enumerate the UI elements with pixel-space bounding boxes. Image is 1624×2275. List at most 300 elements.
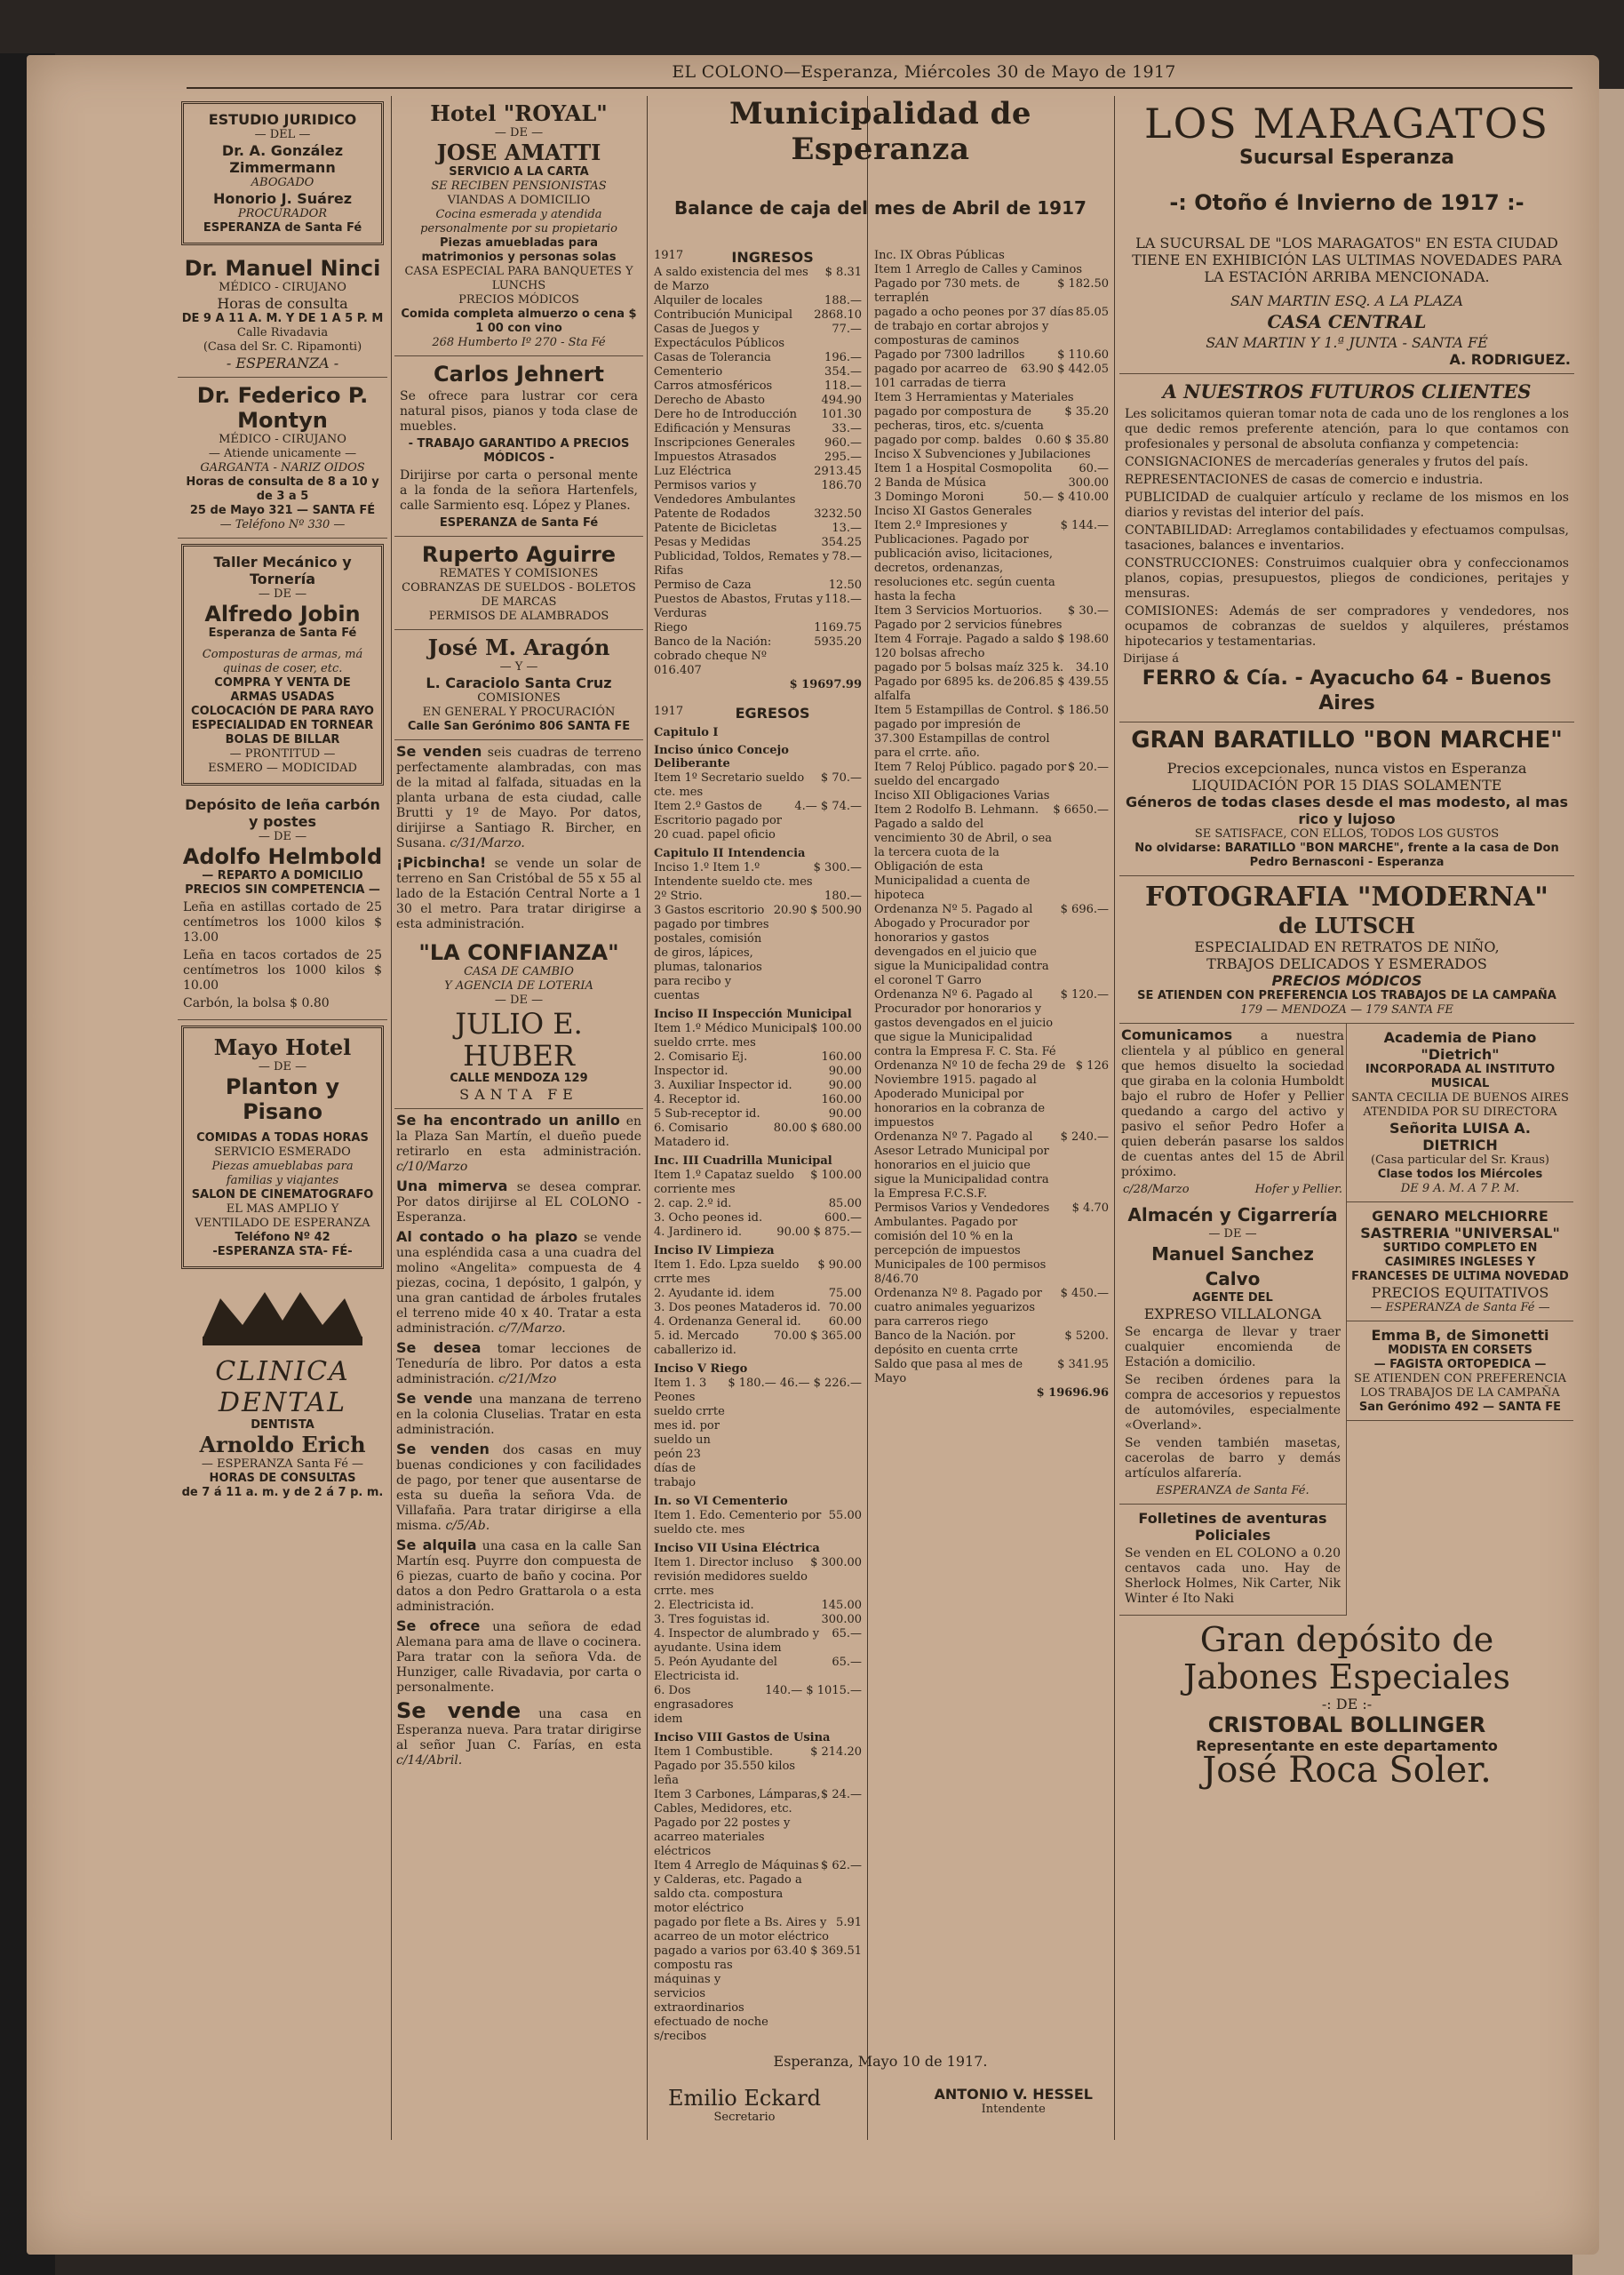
balance-section-heading: Inciso VII Usina Eléctrica [654, 1542, 820, 1555]
balance-label: Inciso XI Gastos Generales [874, 505, 1032, 518]
balance-label: Item 2.º Gastos de Escritorio pagado por 20 cuad. papel oficio [654, 800, 782, 842]
balance-value: 145.00 [821, 1599, 862, 1612]
balance-value: $ 4.70 [1071, 1201, 1109, 1215]
balance-value: $ 240.— [1060, 1130, 1109, 1144]
balance-label: pagado por flete a Bs. Aires y acarreo de un motor eléctrico [654, 1916, 829, 1944]
balance-value: 90.00 $ 875.— [776, 1225, 862, 1239]
ad-date: c/5/Ab. [445, 1519, 490, 1533]
ad-aragon [394, 630, 643, 740]
ad-sign: Hofer y Pellier. [1254, 1183, 1342, 1196]
balance-row [654, 266, 862, 294]
balance-row [654, 579, 862, 593]
ingresos-heading [654, 249, 862, 266]
balance-row [654, 1329, 862, 1358]
column-3-balance [650, 249, 865, 2044]
balance-value: 50.— $ 410.00 [1023, 491, 1109, 504]
balance-label: Riego [654, 621, 688, 635]
balance-row [654, 1745, 862, 1788]
balance-label: Pesas y Medidas [654, 536, 751, 549]
balance-row [874, 505, 1109, 519]
ad-text: SE SATISFACE, CON ELLOS, TODOS LOS GUSTOS [1194, 827, 1500, 841]
ad-name: Honorio J. Suárez [212, 190, 353, 207]
balance-row [654, 1225, 862, 1240]
balance-value: 5.91 [836, 1916, 862, 1929]
balance-row [654, 1197, 862, 1211]
ad-text: AGENTE DEL [1192, 1291, 1273, 1305]
balance-value: $ 341.95 [1057, 1358, 1109, 1371]
balance-label: Item 1 Arreglo de Calles y Caminos [874, 263, 1083, 276]
balance-value: 5935.20 [814, 635, 862, 649]
balance-label: Permiso de Caza [654, 579, 752, 592]
balance-row [874, 633, 1109, 661]
ingresos-total-row [654, 678, 862, 692]
ad-jobin [181, 544, 384, 786]
balance-value: 90.00 [828, 1065, 862, 1078]
ad-title: ESTUDIO JURIDICO [208, 111, 357, 128]
ad-name: Carlos Jehnert [434, 362, 604, 387]
balance-value: 80.00 $ 680.00 [773, 1122, 862, 1135]
balance-row [874, 1287, 1109, 1329]
ad-text: -: Otoño é Invierno de 1917 :- [1169, 190, 1524, 215]
ad-hotel-royal [394, 96, 643, 356]
balance-label: Item 1.º Capataz sueldo corriente mes [654, 1169, 794, 1196]
ad-text: — FAGISTA ORTOPEDICA — [1373, 1358, 1547, 1371]
ad-text: Se encarga de llevar y traer cualquier encomienda de Estación a domicilio. [1125, 1325, 1341, 1369]
ad-futuros-clientes [1119, 374, 1574, 722]
balance-label: Saldo que pasa al mes de Mayo [874, 1358, 1023, 1385]
balance-section-heading: Inciso V Riego [654, 1362, 748, 1376]
balance-label: Impuestos Atrasados [654, 451, 776, 464]
balance-value: 77.— [832, 323, 862, 336]
balance-value: 13.— [832, 522, 862, 535]
balance-value: $ 300.00 [810, 1556, 862, 1569]
ad-title: A NUESTROS FUTUROS CLIENTES [1162, 380, 1532, 403]
ad-text: SAN MARTIN Y 1.ª JUNTA - SANTA FÉ [1206, 334, 1488, 351]
ad-text: CALLE MENDOZA 129 [450, 1072, 588, 1085]
balance-label: Permisos Varios y Vendedores Ambulantes. Pagado por comisión del 10 % en la percepción de impuestos Municipales de 100 permisos 8/46.70 [874, 1201, 1050, 1286]
balance-value: 188.— [824, 294, 862, 307]
ad-title: SASTRERIA "UNIVERSAL" [1360, 1225, 1560, 1241]
balance-value: $ 180.— 46.— $ 226.— [728, 1377, 862, 1390]
balance-row [874, 761, 1109, 789]
ad-name: Dr. Manuel Ninci [184, 256, 381, 281]
ad-text: VIANDAS A DOMICILIO [447, 194, 591, 207]
balance-value: 70.00 $ 365.00 [773, 1329, 862, 1343]
classified-ad [396, 1698, 641, 1768]
ad-ninci [178, 251, 387, 378]
ad-text: TRBAJOS DELICADOS Y ESMERADOS [1206, 955, 1487, 972]
ad-text: SANTA FE [459, 1086, 578, 1103]
ad-jabones [1119, 1616, 1574, 1792]
balance-value: 1169.75 [814, 621, 862, 635]
balance-value: $ 30.— [1067, 604, 1109, 618]
balance-label: Luz Eléctrica [654, 465, 732, 478]
ad-text: Comida completa almuerzo o cena $ 1 00 con vino [401, 307, 637, 335]
balance-row [654, 1556, 862, 1599]
ad-text: — PRONTITUD — [229, 747, 336, 761]
balance-row [654, 422, 862, 436]
balance-value: 70.00 [828, 1301, 862, 1314]
ad-helmbold [178, 791, 387, 1020]
balance-row [654, 451, 862, 465]
ad-text: 25 de Mayo 321 — SANTA FÉ [189, 504, 376, 517]
ad-text: de LUTSCH [1278, 913, 1415, 938]
balance-value: 60.— [1079, 462, 1109, 475]
balance-value: 118.— [824, 593, 862, 606]
balance-signatures [650, 2053, 1111, 2125]
service-item: CONSTRUCCIONES: Construimos cualquier obra y confeccionamos planos, copias, presupuestos, pliegos de condiciones, peritajes y mensuras. [1125, 556, 1569, 601]
balance-label: 5. id. Mercado caballerizo id. [654, 1329, 739, 1357]
balance-label: Banco de la Nación. por depósito en cuenta crrte [874, 1329, 1018, 1357]
ad-name: Manuel Sanchez Calvo [1151, 1243, 1314, 1289]
ad-text: se vende una espléndida casa a una cuadra del molino «Angelita» compuesta de 4 piezas, cocina, 1 depósito, 1 galpón, y una gran cantidad de árboles frutales el terreno mide 40 x 40. Tratar a esta administración. [396, 1231, 642, 1336]
ad-text: Horas de consulta [217, 295, 348, 312]
signature-secretario [668, 2086, 821, 2125]
balance-row [654, 621, 862, 635]
ad-text: Precios excepcionales, nunca vistos en Esperanza [1166, 760, 1527, 777]
balance-label: Inc. IX Obras Públicas [874, 249, 1005, 262]
ad-text: COLOCACIÓN DE PARA RAYO [191, 705, 374, 718]
egresos-year: 1917 [654, 705, 684, 718]
balance-row [874, 1358, 1109, 1386]
balance-label: 4. Inspector de alumbrado y ayudante. Usina idem [654, 1627, 820, 1655]
sign-place: Esperanza, Mayo 10 de 1917. [773, 2053, 988, 2070]
ad-text: — ESPERANZA de Santa Fé — [1370, 1301, 1550, 1314]
balance-label: Inciso XII Obligaciones Varias [874, 789, 1050, 802]
ingresos-title: INGRESOS [731, 249, 814, 266]
ad-lead: Se desea [396, 1339, 482, 1356]
balance-value: 4.— $ 74.— [794, 800, 862, 813]
ad-lead: Se ha encontrado un anillo [396, 1112, 620, 1129]
balance-value: 101.30 [821, 408, 862, 421]
ad-text: — DE — [258, 830, 307, 843]
ad-text: San Gerónimo 492 — SANTA FE [1358, 1401, 1562, 1414]
ad-text: — Teléfono Nº 330 — [219, 518, 346, 531]
balance-section-heading: Inciso VIII Gastos de Usina [654, 1731, 831, 1744]
balance-label: Inciso 1.º Item 1.º Intendente sueldo cte. mes [654, 861, 813, 889]
ad-text: — DE — [494, 126, 544, 140]
column-5-left [1119, 1024, 1347, 1616]
balance-row [654, 323, 862, 351]
balance-row [654, 1944, 862, 2044]
balance-value: 196.— [824, 351, 862, 364]
balance-row [874, 803, 1109, 903]
balance-section-heading: Inciso único Concejo Deliberante [654, 744, 789, 770]
balance-row [654, 394, 862, 408]
egresos-total-row [874, 1386, 1109, 1401]
balance-row [874, 263, 1109, 277]
ad-name: Ruperto Aguirre [421, 542, 617, 567]
ad-date: c/28/Marzo [1123, 1183, 1190, 1196]
ingresos-list [650, 266, 865, 678]
balance-row [654, 1093, 862, 1107]
balance-label: 3. Ocho peones id. [654, 1211, 763, 1225]
ad-date: c/21/Mzo [498, 1372, 557, 1386]
balance-row [654, 436, 862, 451]
balance-row [654, 308, 862, 323]
ad-title: Mayo Hotel [213, 1034, 352, 1060]
balance-value: 494.90 [821, 394, 862, 407]
ad-title: Gran depósito de [1199, 1620, 1494, 1659]
balance-value: $ 90.00 [817, 1258, 862, 1272]
ad-la-confianza [394, 935, 643, 1109]
ad-text: (Casa del Sr. C. Ripamonti) [203, 340, 362, 354]
signer-name: ANTONIO V. HESSEL [934, 2086, 1093, 2103]
balance-row [654, 1258, 862, 1287]
ad-name: Adolfo Helmbold [182, 844, 383, 869]
balance-label: Pagado por 7300 ladrillos [874, 348, 1025, 362]
ad-text: - TRABAJO GARANTIDO A PRECIOS MÓDICOS - [408, 437, 630, 465]
ad-name: Dr. Federico P. Montyn [196, 383, 369, 433]
ad-name: L. Caraciolo Santa Cruz [426, 675, 612, 691]
ad-text: PRECIOS MÓDICOS [1271, 972, 1422, 989]
ad-text: SE RECIBEN PENSIONISTAS [431, 180, 607, 193]
ad-aguirre [394, 537, 643, 630]
balance-label: Item 1 a Hospital Cosmopolita [874, 462, 1053, 475]
ad-text: Horas de consulta de 8 a 10 y de 3 a 5 [186, 475, 379, 503]
balance-label: pagado por comp. baldes [874, 434, 1022, 447]
ad-text: INCORPORADA AL INSTITUTO MUSICAL [1365, 1063, 1556, 1090]
ad-date: c/7/Marzo. [498, 1321, 566, 1336]
column-divider [647, 96, 648, 2140]
balance-subtitle: Balance de caja del mes de Abril de 1917 [674, 197, 1087, 219]
ad-lead: Se ofrece [396, 1617, 481, 1634]
ad-text: — DE — [258, 1060, 307, 1074]
ad-text: ESPERANZA de Santa Fé. [1156, 1484, 1310, 1497]
balance-row [654, 1656, 862, 1684]
balance-row [874, 661, 1109, 675]
balance-label: pagado a ocho peones por 37 días de trabajo en cortar abrojos y composturas de caminos [874, 306, 1074, 347]
ad-sastreria [1347, 1202, 1573, 1321]
balance-value: $ 70.— [820, 771, 862, 785]
balance-value: 140.— $ 1015.— [765, 1684, 862, 1697]
balance-value: 118.— [824, 379, 862, 393]
classified-ad [396, 1177, 641, 1225]
balance-value: 60.00 [828, 1315, 862, 1329]
ad-title: Academia de Piano "Dietrich" [1383, 1029, 1537, 1063]
ad-text: -: DE :- [1321, 1696, 1373, 1712]
ad-folletines [1119, 1505, 1346, 1616]
balance-label: Publicidad, Toldos, Remates y Rifas [654, 550, 830, 578]
signer-name: Emilio Eckard [668, 2086, 822, 2111]
balance-row [654, 408, 862, 422]
service-item: COMISIONES: Además de ser compradores y vendedores, nos ocupamos de cobranzas de sueldos y alquileres, préstamos hipotecarios y testamentarias. [1125, 604, 1569, 649]
ad-text: Calle San Gerónimo 806 SANTA FE [407, 720, 631, 733]
column-1 [178, 96, 387, 1505]
ad-text: SANTA CECILIA DE BUENOS AIRES [1351, 1091, 1569, 1105]
ad-text: Esperanza de Santa Fé [208, 627, 357, 640]
ad-title: Jabones Especiales [1183, 1657, 1510, 1696]
balance-value: 90.00 [828, 1107, 862, 1121]
egresos-title: EGRESOS [735, 705, 810, 722]
balance-label: Item 3 Carbones, Lámparas, Cables, Medidores, etc. Pagado por 22 postes y acarreo materiales eléctricos [654, 1788, 821, 1858]
ad-text: MÉDICO - CIRUJANO [219, 281, 346, 294]
ad-text: una casa en Esperanza nueva. Para tratar dirigirse al señor Juan C. Farías, en esta [396, 1707, 641, 1752]
ad-title: FOTOGRAFIA "MODERNA" [1145, 882, 1548, 913]
ingresos-total: $ 19697.99 [789, 678, 862, 691]
balance-label: Dere ho de Introducción [654, 408, 798, 421]
balance-label: 2º Strio. [654, 890, 703, 903]
column-5 [1119, 96, 1574, 1792]
balance-label: Banco de la Nación: cobrado cheque Nº 016.407 [654, 635, 772, 677]
ad-text: SURTIDO COMPLETO EN CASIMIRES INGLESES Y FRANCESES DE ULTIMA NOVEDAD [1351, 1241, 1569, 1283]
balance-row [874, 348, 1109, 363]
ad-name: Planton y Pisano [225, 1074, 340, 1124]
balance-row [874, 277, 1109, 306]
ad-text: PROCURADOR [237, 207, 328, 220]
ad-text: — DE — [258, 587, 307, 601]
ad-name: JOSE AMATTI [436, 140, 601, 165]
balance-label: Cementerio [654, 365, 723, 379]
ad-title: Folletines de aventuras Policiales [1138, 1510, 1327, 1544]
ad-text: EL MAS AMPLIO Y VENTILADO DE ESPERANZA [195, 1202, 370, 1230]
balance-value: $ 144.— [1060, 519, 1109, 532]
ad-lead: Se venden [396, 1441, 490, 1457]
balance-row [874, 1329, 1109, 1358]
ad-name: José Roca Soler. [1202, 1750, 1492, 1791]
balance-label: Inscripciones Generales [654, 436, 795, 450]
balance-label: Item 1 Combustible. Pagado por 35.550 kilos leña [654, 1745, 796, 1787]
ad-text: DENTISTA [251, 1418, 314, 1432]
ad-text: Representante en este departamento [1196, 1737, 1498, 1754]
ad-text: DE 9 A. M. A 7 P. M. [1400, 1182, 1520, 1195]
balance-row [654, 379, 862, 394]
balance-value: $ 214.20 [810, 1745, 862, 1759]
ad-text: de 7 á 11 a. m. y de 2 á 7 p. m. [181, 1486, 384, 1499]
balance-label: Ordenanza Nº 7. Pagado al Asesor Letrado Municipal por honorarios en el juicio que sigue la Municipalidad contra la Empresa F.C.S.F. [874, 1130, 1049, 1201]
balance-label: Patente de Bicicletas [654, 522, 777, 535]
balance-section-heading: Inciso II Inspección Municipal [654, 1008, 852, 1021]
balance-value: 90.00 [828, 1079, 862, 1092]
balance-row [654, 1211, 862, 1225]
balance-row [654, 1122, 862, 1150]
egresos-continued-list [871, 249, 1112, 1386]
classified-ad [396, 1390, 641, 1438]
balance-label: 4. Ordenanza General id. [654, 1315, 801, 1329]
service-item: PUBLICIDAD de cualquier artículo y reclame de los mismos en los diarios y revistas del interior del país. [1125, 491, 1569, 520]
ad-name: Alfredo Jobin [204, 602, 361, 627]
balance-row [654, 479, 862, 507]
balance-value: 300.00 [1068, 476, 1109, 490]
ad-text: Se ofrece para lustrar cor cera natural pisos, pianos y toda clase de muebles. [400, 389, 638, 434]
classified-ad [396, 1441, 641, 1534]
ad-text: COBRANZAS DE SUELDOS - BOLETOS DE MARCAS [402, 581, 636, 609]
balance-row [654, 1315, 862, 1329]
balance-label: A saldo existencia del mes de Marzo [654, 266, 808, 293]
ad-lead: Se venden [396, 743, 482, 760]
balance-label: Casas de Juegos y Expectáculos Públicos [654, 323, 785, 350]
ad-simonetti [1347, 1321, 1573, 1421]
balance-label: Pagado por 730 mets. de terraplén [874, 277, 1020, 305]
balance-label: Derecho de Abasto [654, 394, 765, 407]
balance-label: 5 Sub-receptor id. [654, 1107, 760, 1121]
ad-text: tomar lecciones de Teneduría de libro. Por datos a esta administración. [396, 1342, 642, 1386]
balance-value: 960.— [824, 436, 862, 450]
balance-label: pagado por acarreo de 101 carradas de tierra [874, 363, 1007, 390]
balance-label: 6. Dos engrasadores idem [654, 1684, 734, 1726]
balance-label: Item 1. Edo. Lpza sueldo crrte mes [654, 1258, 800, 1286]
ad-text: SE ATIENDEN CON PREFERENCIA LOS TRABAJOS DE LA CAMPAÑA [1353, 1372, 1567, 1400]
ad-text: PRECIOS MÓDICOS [458, 293, 579, 307]
ad-text: Sucursal Esperanza [1239, 147, 1454, 169]
balance-label: pagado por compostura de pecheras, tiros, etc. s/cuenta [874, 405, 1044, 433]
balance-section-heading: Capitulo II Intendencia [654, 847, 806, 860]
ad-date: c/14/Abril. [396, 1753, 463, 1768]
column-5-right [1347, 1024, 1573, 1616]
balance-section-heading: Inciso IV Limpieza [654, 1244, 775, 1257]
classified-ad [396, 1617, 641, 1696]
ad-text: DE 9 A 11 A. M. Y DE 1 A 5 P. M [181, 312, 384, 325]
balance-value: 20.90 $ 500.90 [773, 904, 862, 917]
signature-intendente [934, 2086, 1093, 2125]
ad-text: SERVICIO ESMERADO [214, 1145, 351, 1159]
ad-title: Hotel "ROYAL" [430, 100, 608, 126]
balance-row [654, 1684, 862, 1727]
balance-section-heading: Capitulo I [654, 726, 719, 739]
ad-text: a nuestra clientela y al público en general que hemos disuelto la sociedad que giraba en la colonia Humboldt bajo el rubro de Hofer y Pellier quedando a cargo del activo y pasivo el señor Pedro Hofer a quien deberán pasarse los saldos de cuentas antes del 15 de Abril próximo. [1121, 1029, 1344, 1179]
ad-text: 179 — MENDOZA — 179 SANTA FE [1240, 1003, 1453, 1017]
balance-value: $ 110.60 [1057, 348, 1109, 362]
service-item: CONTABILIDAD: Arreglamos contabilidades y efectuamos compulsas, tasaciones, balances e inventarios. [1125, 523, 1569, 553]
ad-text: CASA DE CAMBIO [464, 965, 574, 978]
ad-name: José M. Aragón [427, 635, 610, 660]
ad-text: — REPARTO A DOMICILIO [202, 869, 363, 882]
balance-label: Item 1.º Médico Municipal sueldo crrte. mes [654, 1022, 810, 1050]
balance-label: Permisos varios y Vendedores Ambulantes [654, 479, 796, 507]
ad-text: EXPRESO VILLALONGA [1143, 1305, 1322, 1322]
ad-text: SE ATIENDEN CON PREFERENCIA LOS TRABAJOS DE LA CAMPAÑA [1137, 989, 1556, 1002]
balance-value: 2913.45 [814, 465, 862, 478]
balance-label: Item 1. 3 Peones sueldo crrte mes id. por sueldo un peón 23 días de trabajo [654, 1377, 725, 1489]
balance-label: pagado a varios por compostu ras máquinas y servicios extraordinarios efectuado de noche s/recibos [654, 1944, 770, 2043]
balance-label: Item 2.º Impresiones y Publicaciones. Pagado por publicación aviso, licitaciones, decretos, ordenanzas, resoluciones etc. según cuenta hasta la fecha [874, 519, 1055, 603]
column-2 [394, 96, 643, 1771]
balance-row [654, 465, 862, 479]
balance-row [654, 1788, 862, 1859]
ad-lead: Se alquila [396, 1537, 477, 1553]
balance-value: $ 5200. [1064, 1329, 1109, 1343]
ad-text: REMATES Y COMISIONES [439, 567, 599, 580]
balance-row [654, 1599, 862, 1613]
balance-row [654, 1022, 862, 1050]
balance-row [654, 593, 862, 621]
classified-ad [396, 743, 641, 851]
balance-value: $ 450.— [1060, 1287, 1109, 1300]
signer-role: Secretario [713, 2111, 776, 2124]
balance-row [874, 1130, 1109, 1201]
ad-name: Emma B, de Simonetti [1371, 1327, 1549, 1344]
balance-label: 2. Comisario Ej. [654, 1050, 748, 1064]
balance-row [654, 351, 862, 365]
column-divider [867, 96, 868, 2140]
ad-text: PRECIOS EQUITATIVOS [1371, 1284, 1549, 1301]
ad-name: GENARO MELCHIORRE [1372, 1208, 1548, 1225]
ad-text: MODISTA EN CORSETS [1388, 1344, 1532, 1357]
ad-text: una señora de edad Alemana para ama de llave o cocinera. Para tratar con la señora Vda. de Hunziger, calle Rivadavia, por carta o personalmente. [396, 1620, 641, 1695]
ad-lead: Comunicamos [1121, 1026, 1233, 1043]
ad-text: No olvidarse: BARATILLO "BON MARCHE", frente a la casa de Don Pedro Bernasconi - Esperanza [1134, 842, 1559, 869]
balance-row [654, 1509, 862, 1537]
balance-row [654, 1065, 862, 1079]
ad-clinica-dental [178, 1274, 387, 1505]
ad-mayo-hotel [181, 1026, 384, 1269]
ad-text: SAN MARTIN ESQ. A LA PLAZA [1230, 292, 1464, 309]
ad-text: — DE — [1208, 1227, 1257, 1241]
balance-value: $ 24.— [820, 1788, 862, 1801]
balance-label: 3. Auxiliar Inspector id. [654, 1079, 792, 1092]
balance-row [874, 363, 1109, 391]
balance-row [874, 448, 1109, 462]
